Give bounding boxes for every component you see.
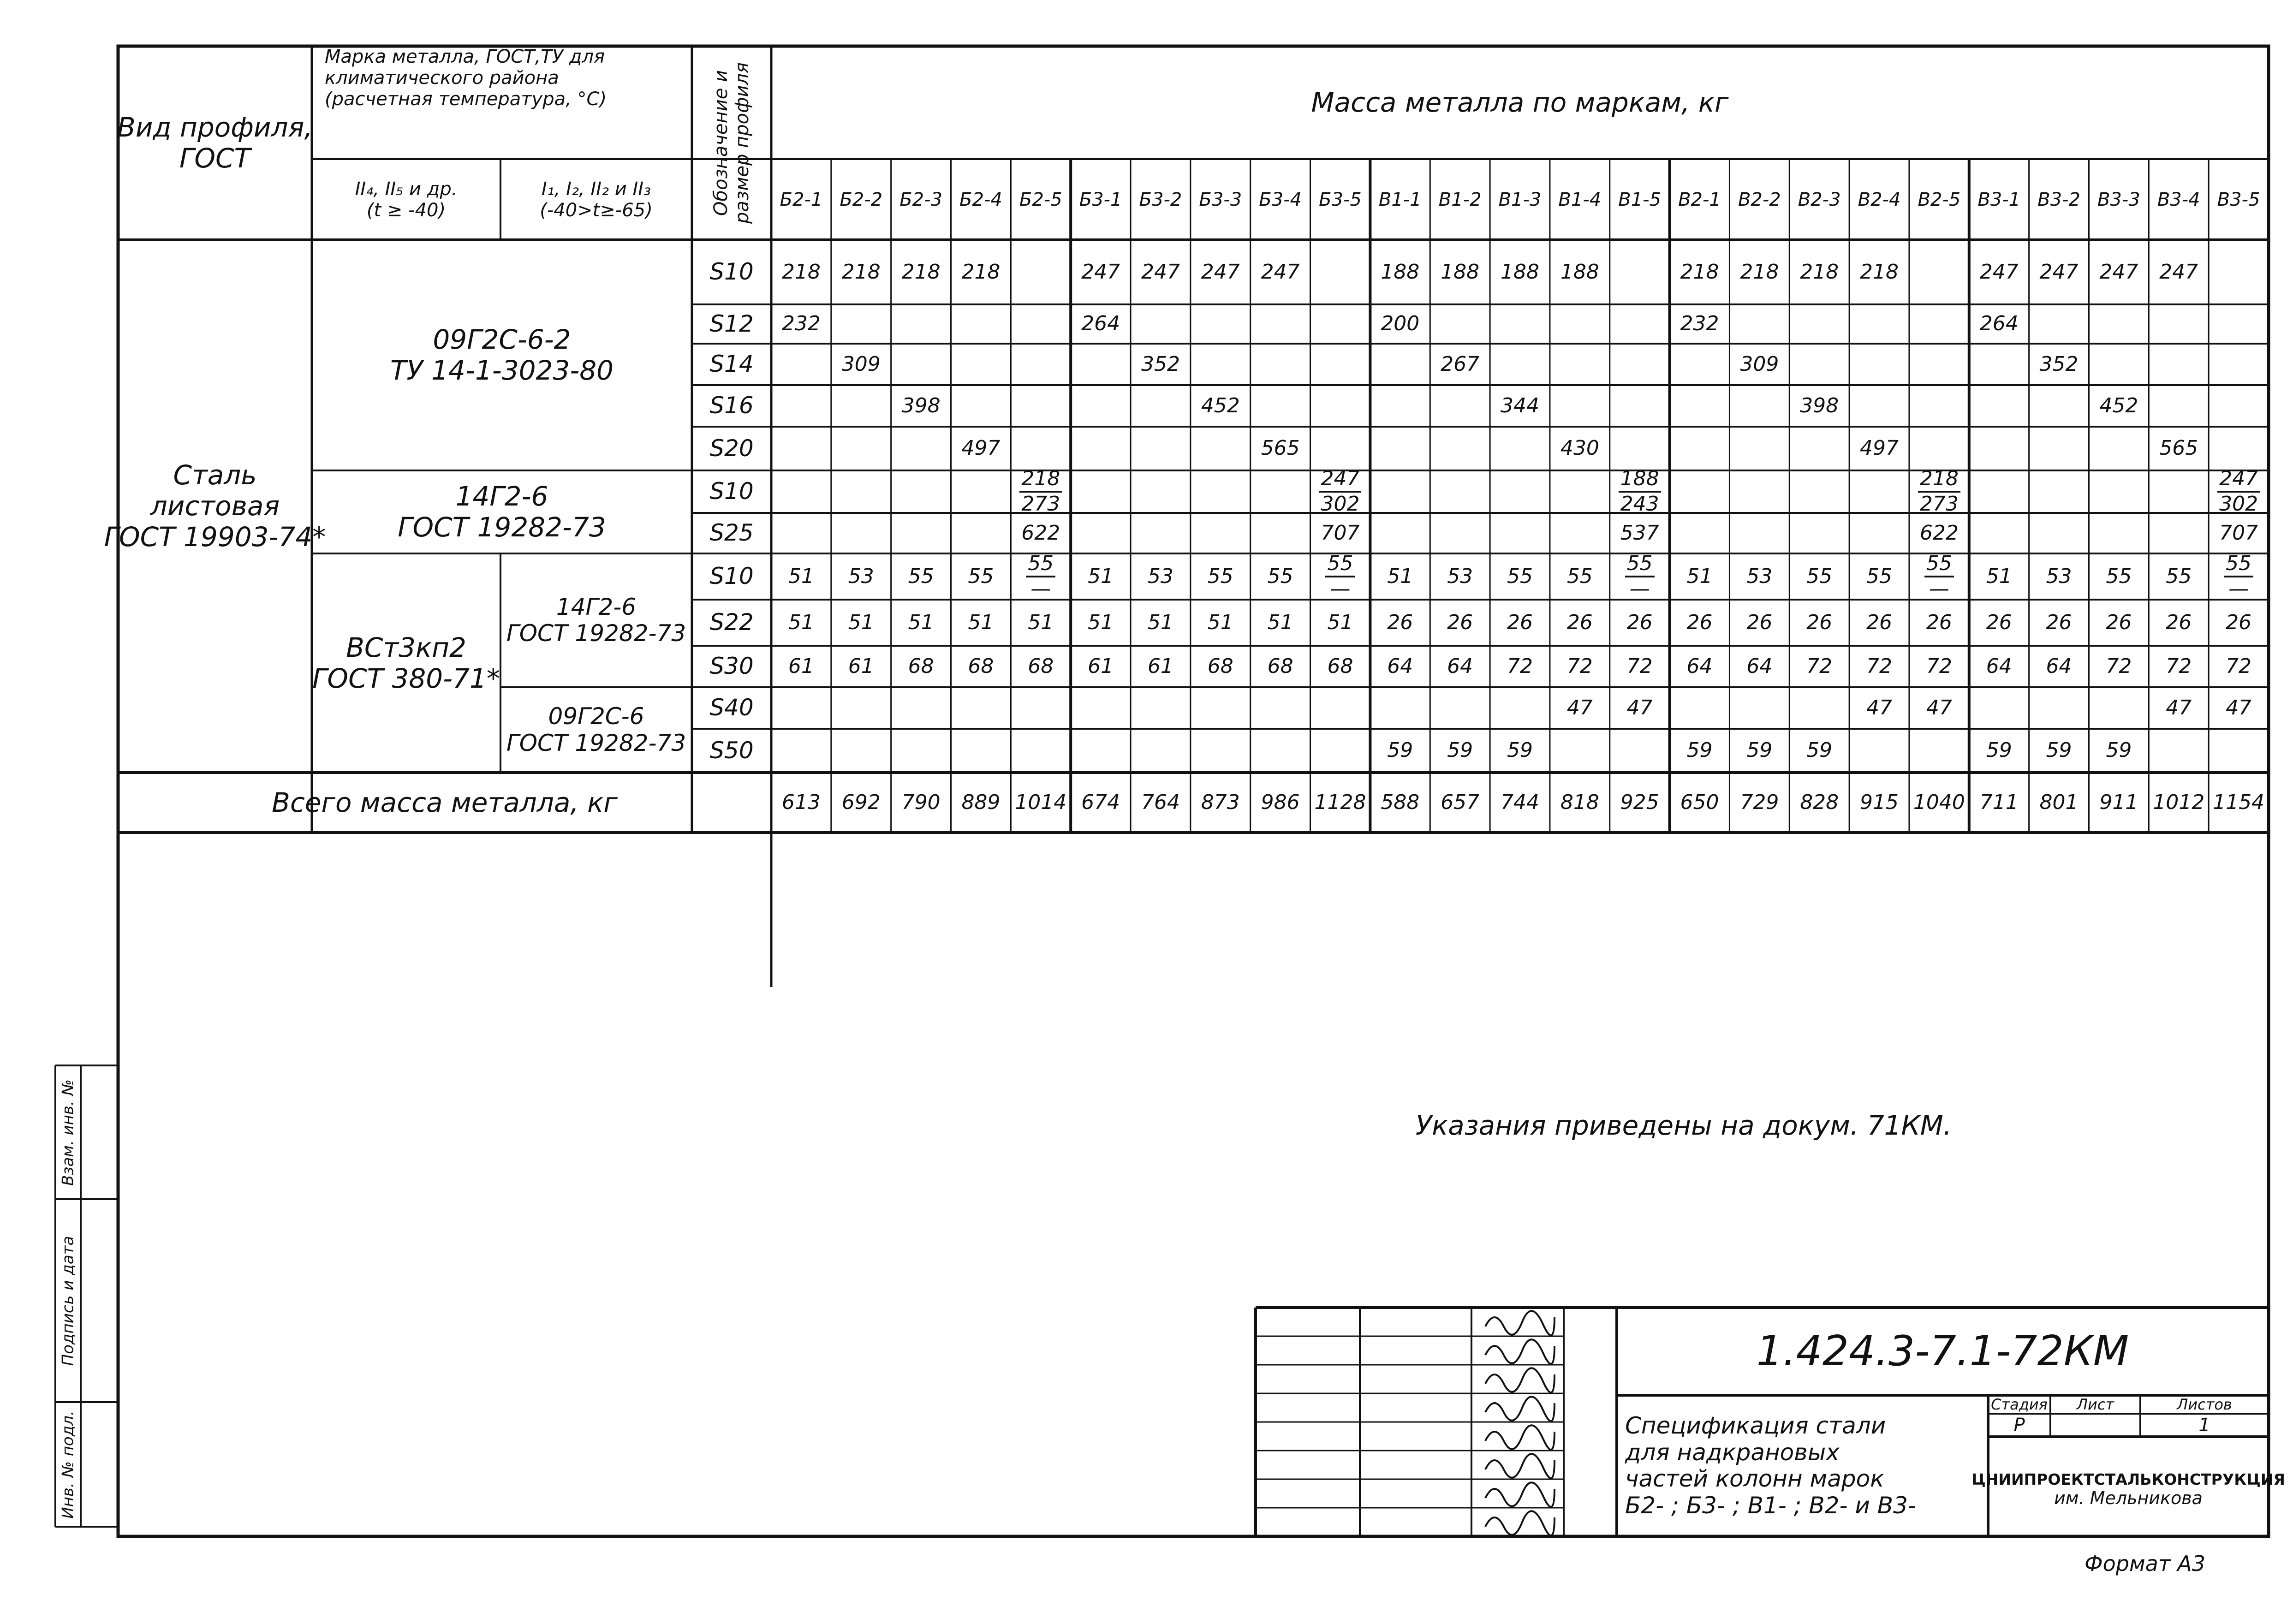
- mark-header: Б2-5: [1019, 189, 1062, 210]
- mark-header: Б2-4: [959, 189, 1002, 210]
- profile-size: S10: [709, 478, 754, 505]
- total-value: 764: [1141, 790, 1180, 814]
- mass-value: 344: [1501, 393, 1539, 417]
- total-value: 1012: [2153, 790, 2205, 814]
- sheet-value: [2050, 1414, 2140, 1437]
- title-block-role: [1256, 1479, 1360, 1508]
- mass-value: 452: [2099, 393, 2138, 417]
- mass-value: 247: [2039, 260, 2079, 284]
- mass-value: 59: [1746, 738, 1773, 762]
- title-block-role: [1256, 1508, 1360, 1536]
- title-block-name: [1360, 1508, 1471, 1536]
- profile-size: S12: [709, 310, 754, 337]
- mass-value: 51: [1986, 564, 2012, 588]
- mass-value: 72: [2166, 654, 2192, 678]
- mass-value: 218: [1680, 260, 1719, 284]
- mass-value: 72: [1507, 654, 1533, 678]
- mass-value: 218: [961, 260, 1001, 284]
- mass-value-fraction: $\frac{55}{—}$: [1909, 553, 1969, 600]
- total-value: 674: [1081, 790, 1120, 814]
- total-value: 818: [1560, 790, 1599, 814]
- mass-value: 26: [1507, 610, 1533, 634]
- title-block-role: [1256, 1308, 1360, 1336]
- mark-header: Б3-4: [1259, 189, 1302, 210]
- mass-value: 565: [1261, 436, 1300, 460]
- mark-header: В1-3: [1498, 189, 1542, 210]
- mass-value: 55: [908, 564, 934, 588]
- side-stamp-field: Взам. инв. №: [59, 1079, 77, 1186]
- profile-column-header: Вид профиля, ГОСТ: [117, 112, 313, 174]
- size-column-header: Обозначение и размер профиля: [710, 62, 753, 224]
- title-block-role: [1256, 1336, 1360, 1365]
- mass-value: 707: [1321, 521, 1360, 545]
- mark-header: В2-3: [1798, 189, 1841, 210]
- mass-value: 26: [1566, 610, 1593, 634]
- title-block-name: [1360, 1451, 1471, 1479]
- mass-value: 309: [1740, 352, 1779, 376]
- total-value: 711: [1979, 790, 2019, 814]
- mass-value: 59: [1986, 738, 2012, 762]
- mass-value: 26: [1866, 610, 1893, 634]
- profile-size: S16: [709, 392, 754, 419]
- mark-header: Б2-1: [780, 189, 823, 210]
- mass-value: 61: [1147, 654, 1173, 678]
- mass-value: 53: [1447, 564, 1473, 588]
- total-value: 692: [841, 790, 881, 814]
- mass-value: 68: [1028, 654, 1054, 678]
- mark-header: В2-2: [1738, 189, 1781, 210]
- mass-value: 68: [908, 654, 934, 678]
- mass-value: 55: [968, 564, 994, 588]
- title-block-role: [1256, 1365, 1360, 1393]
- mass-value: 55: [1566, 564, 1593, 588]
- mass-value: 188: [1381, 260, 1420, 284]
- mass-value: 352: [2039, 352, 2079, 376]
- mark-header: Б2-3: [899, 189, 942, 210]
- total-value: 889: [961, 790, 1001, 814]
- mark-header: В1-5: [1618, 189, 1662, 210]
- mass-value: 64: [1686, 654, 1713, 678]
- mass-value: 51: [1207, 610, 1233, 634]
- title-block-name: [1360, 1422, 1471, 1451]
- profile-label: Сталь листовая ГОСТ 19903-74*: [104, 459, 326, 553]
- note-text: Указания приведены на докум. 71КМ.: [1415, 1109, 1952, 1141]
- mass-value: 68: [1327, 654, 1353, 678]
- mass-value: 26: [2046, 610, 2072, 634]
- total-value: 828: [1800, 790, 1839, 814]
- mark-header: В3-3: [2097, 189, 2140, 210]
- mass-value: 72: [1626, 654, 1653, 678]
- organization-name: ЦНИИПРОЕКТСТАЛЬКОНСТРУКЦИЯ: [1971, 1470, 2285, 1489]
- mark-header: В2-4: [1858, 189, 1901, 210]
- metal-subheader-2: I₁, I₂, II₂ и II₃ (-40>t≥-65): [540, 178, 653, 221]
- organization-subname: им. Мельникова: [2054, 1488, 2203, 1509]
- mass-value: 59: [1507, 738, 1533, 762]
- mass-value: 47: [1626, 696, 1653, 720]
- mass-value: 398: [1800, 393, 1839, 417]
- mass-value-fraction: $\frac{218}{273}$: [1011, 470, 1071, 513]
- mark-header: В3-1: [1977, 189, 2021, 210]
- mass-value: 218: [1860, 260, 1899, 284]
- metal-group-1: 09Г2С-6-2 ТУ 14-1-3023-80: [390, 324, 614, 386]
- mass-value: 497: [961, 436, 1001, 460]
- mass-value: 68: [1267, 654, 1293, 678]
- mark-header: В3-4: [2157, 189, 2200, 210]
- total-value: 1128: [1314, 790, 1366, 814]
- total-value: 1154: [2213, 790, 2265, 814]
- mass-value: 51: [1387, 564, 1413, 588]
- mass-value: 59: [2046, 738, 2072, 762]
- total-value: 657: [1441, 790, 1480, 814]
- metal-subheader-1: II₄, II₅ и др. (t ≥ -40): [355, 178, 458, 221]
- mass-value: 55: [2166, 564, 2192, 588]
- mass-value: 26: [1626, 610, 1653, 634]
- mass-value: 218: [781, 260, 821, 284]
- mass-value: 264: [1979, 312, 2019, 336]
- mass-value: 51: [1147, 610, 1173, 634]
- mass-value: 59: [1387, 738, 1413, 762]
- profile-size: S40: [709, 694, 754, 721]
- document-title: Спецификация стали для надкрановых частей колонн марок Б2- ; Б3- ; В1- ; В2- и В3-: [1625, 1412, 1916, 1519]
- total-value: 873: [1201, 790, 1240, 814]
- metal-column-header: Марка металла, ГОСТ,ТУ для климатического района (расчетная температура, °С): [325, 46, 607, 110]
- sheets-value: 1: [2198, 1415, 2210, 1436]
- mass-value: 51: [1267, 610, 1293, 634]
- profile-size: S10: [709, 258, 754, 286]
- mass-value: 72: [1926, 654, 1952, 678]
- metal-group-3a: 14Г2-6 ГОСТ 19282-73: [506, 593, 686, 647]
- total-value: 613: [781, 790, 821, 814]
- mass-value: 55: [2106, 564, 2132, 588]
- mass-value: 55: [1267, 564, 1293, 588]
- mark-header: Б3-5: [1319, 189, 1362, 210]
- mass-value: 26: [2106, 610, 2132, 634]
- stage-value: Р: [2013, 1415, 2025, 1436]
- signature: [1485, 1397, 1554, 1421]
- total-value: 986: [1261, 790, 1300, 814]
- mark-header: В2-5: [1918, 189, 1961, 210]
- total-value: 1014: [1015, 790, 1067, 814]
- mass-value: 47: [1566, 696, 1593, 720]
- mass-value: 247: [1081, 260, 1120, 284]
- mass-value: 26: [1986, 610, 2012, 634]
- total-value: 1040: [1913, 790, 1965, 814]
- total-value: 744: [1501, 790, 1539, 814]
- mark-header: В3-5: [2217, 189, 2260, 210]
- mark-header: Б3-3: [1199, 189, 1242, 210]
- mass-value: 61: [848, 654, 874, 678]
- signature: [1485, 1454, 1554, 1478]
- mass-value: 537: [1620, 521, 1659, 545]
- mark-header: В3-2: [2037, 189, 2080, 210]
- mass-value: 26: [1746, 610, 1773, 634]
- metal-group-2: 14Г2-6 ГОСТ 19282-73: [398, 481, 606, 543]
- title-block-name: [1360, 1365, 1471, 1393]
- mass-value: 26: [1926, 610, 1952, 634]
- mass-value: 51: [1088, 564, 1114, 588]
- mass-value: 55: [1207, 564, 1233, 588]
- mark-header: В1-4: [1558, 189, 1602, 210]
- mass-value-fraction: $\frac{188}{243}$: [1610, 470, 1670, 513]
- mass-value: 26: [1686, 610, 1713, 634]
- mass-value: 61: [1088, 654, 1114, 678]
- profile-size: S30: [709, 653, 754, 680]
- total-label: Всего масса металла, кг: [272, 786, 618, 818]
- mass-header: Масса металла по маркам, кг: [1311, 87, 1729, 119]
- profile-size: S14: [709, 351, 754, 378]
- mass-value: 26: [2166, 610, 2192, 634]
- mass-value: 26: [1387, 610, 1413, 634]
- mass-value: 200: [1381, 312, 1420, 336]
- mass-value: 247: [1979, 260, 2019, 284]
- mass-value-fraction: $\frac{55}{—}$: [1011, 553, 1071, 600]
- mass-value-fraction: $\frac{218}{273}$: [1909, 470, 1969, 513]
- mass-value: 51: [968, 610, 994, 634]
- signature: [1485, 1311, 1554, 1335]
- mass-value-fraction: $\frac{55}{—}$: [1310, 553, 1370, 600]
- profile-size: S20: [709, 434, 754, 462]
- mass-value: 188: [1560, 260, 1599, 284]
- mass-value: 622: [1021, 521, 1060, 545]
- mass-value-fraction: $\frac{55}{—}$: [2209, 553, 2269, 600]
- total-value: 588: [1381, 790, 1420, 814]
- title-block-name: [1360, 1393, 1471, 1422]
- mass-value: 352: [1141, 352, 1180, 376]
- mass-value: 72: [1566, 654, 1593, 678]
- mass-value: 59: [1806, 738, 1833, 762]
- mass-value: 53: [1147, 564, 1173, 588]
- mass-value: 68: [968, 654, 994, 678]
- mass-value: 452: [1201, 393, 1240, 417]
- mass-value: 53: [2046, 564, 2072, 588]
- signature: [1485, 1339, 1554, 1364]
- mass-value: 247: [2099, 260, 2138, 284]
- mass-value: 64: [2046, 654, 2072, 678]
- mass-value: 565: [2159, 436, 2198, 460]
- profile-size: S10: [709, 563, 754, 590]
- mass-value: 51: [1028, 610, 1054, 634]
- total-value: 915: [1860, 790, 1899, 814]
- total-value: 790: [901, 790, 941, 814]
- mass-value: 218: [1740, 260, 1779, 284]
- mass-value: 51: [788, 610, 814, 634]
- mass-value: 64: [1447, 654, 1473, 678]
- mark-header: В1-1: [1378, 189, 1422, 210]
- mass-value: 51: [848, 610, 874, 634]
- mass-value: 622: [1919, 521, 1959, 545]
- mark-header: Б3-2: [1139, 189, 1182, 210]
- mass-value: 59: [2106, 738, 2132, 762]
- title-block-role: [1256, 1422, 1360, 1451]
- mass-value: 188: [1501, 260, 1539, 284]
- mass-value: 218: [1800, 260, 1839, 284]
- sheet-label: Лист: [2076, 1395, 2114, 1413]
- mass-value: 51: [908, 610, 934, 634]
- mass-value: 53: [848, 564, 874, 588]
- mass-value: 64: [1986, 654, 2012, 678]
- total-value: 911: [2099, 790, 2138, 814]
- mass-value: 72: [2106, 654, 2132, 678]
- metal-group-3: ВСт3кп2 ГОСТ 380-71*: [312, 631, 500, 694]
- mark-header: Б3-1: [1079, 189, 1122, 210]
- mass-value: 47: [1926, 696, 1952, 720]
- mass-value: 247: [1141, 260, 1180, 284]
- mass-value: 59: [1447, 738, 1473, 762]
- mass-value: 55: [1806, 564, 1833, 588]
- mass-value: 72: [1866, 654, 1893, 678]
- mass-value: 497: [1860, 436, 1899, 460]
- mass-value: 247: [2159, 260, 2198, 284]
- mass-value: 26: [1806, 610, 1833, 634]
- mass-value: 309: [841, 352, 881, 376]
- profile-size: S25: [709, 519, 754, 547]
- sheets-label: Листов: [2177, 1395, 2232, 1413]
- mass-value: 64: [1387, 654, 1413, 678]
- mass-value: 707: [2219, 521, 2258, 545]
- mark-header: В1-2: [1438, 189, 1482, 210]
- mass-value: 218: [901, 260, 941, 284]
- mass-value: 218: [841, 260, 881, 284]
- mass-value: 59: [1686, 738, 1713, 762]
- mass-value: 51: [1686, 564, 1713, 588]
- mass-value: 47: [2166, 696, 2192, 720]
- total-value: 925: [1620, 790, 1659, 814]
- mass-value: 61: [788, 654, 814, 678]
- mass-value: 232: [781, 312, 821, 336]
- signature: [1485, 1482, 1554, 1507]
- total-value: 650: [1680, 790, 1719, 814]
- mass-value: 267: [1441, 352, 1480, 376]
- signature: [1485, 1368, 1554, 1392]
- title-block-role: [1256, 1393, 1360, 1422]
- side-stamp-field: Подпись и дата: [59, 1236, 77, 1366]
- mass-value: 55: [1507, 564, 1533, 588]
- mass-value: 247: [1261, 260, 1300, 284]
- mass-value: 47: [1866, 696, 1893, 720]
- mass-value: 72: [1806, 654, 1833, 678]
- title-block-name: [1360, 1479, 1471, 1508]
- total-value: 729: [1740, 790, 1779, 814]
- organization: [1971, 1444, 2285, 1536]
- mass-value: 264: [1081, 312, 1120, 336]
- mass-value: 51: [788, 564, 814, 588]
- mass-value: 51: [1088, 610, 1114, 634]
- signature: [1485, 1425, 1554, 1450]
- mass-value-fraction: $\frac{247}{302}$: [1310, 470, 1370, 513]
- mass-value: 47: [2226, 696, 2252, 720]
- format-label: Формат А3: [2085, 1551, 2205, 1576]
- mass-value: 55: [1866, 564, 1893, 588]
- mass-value: 188: [1441, 260, 1480, 284]
- total-value: 801: [2039, 790, 2079, 814]
- stage-label: Стадия: [1991, 1395, 2048, 1413]
- mark-header: В2-1: [1678, 189, 1721, 210]
- mass-value: 26: [2226, 610, 2252, 634]
- mass-value-fraction: $\frac{247}{302}$: [2209, 470, 2269, 513]
- mass-value: 72: [2226, 654, 2252, 678]
- mass-value: 26: [1447, 610, 1473, 634]
- profile-size: S50: [709, 737, 754, 764]
- profile-size: S22: [709, 609, 754, 636]
- document-code: 1.424.3-7.1-72КМ: [1756, 1327, 2129, 1376]
- signature: [1485, 1511, 1554, 1535]
- mass-value: 51: [1327, 610, 1353, 634]
- title-block-role: [1256, 1451, 1360, 1479]
- mass-value: 398: [901, 393, 941, 417]
- metal-group-3b: 09Г2С-6 ГОСТ 19282-73: [506, 703, 686, 756]
- mass-value: 53: [1746, 564, 1773, 588]
- title-block-name: [1360, 1336, 1471, 1365]
- mass-value: 247: [1201, 260, 1240, 284]
- mass-value: 68: [1207, 654, 1233, 678]
- mass-value: 232: [1680, 312, 1719, 336]
- mass-value: 64: [1746, 654, 1773, 678]
- mass-value: 430: [1560, 436, 1599, 460]
- side-stamp-field: Инв. № подл.: [59, 1410, 77, 1519]
- mass-value-fraction: $\frac{55}{—}$: [1610, 553, 1670, 600]
- title-block-name: [1360, 1308, 1471, 1336]
- mark-header: Б2-2: [840, 189, 883, 210]
